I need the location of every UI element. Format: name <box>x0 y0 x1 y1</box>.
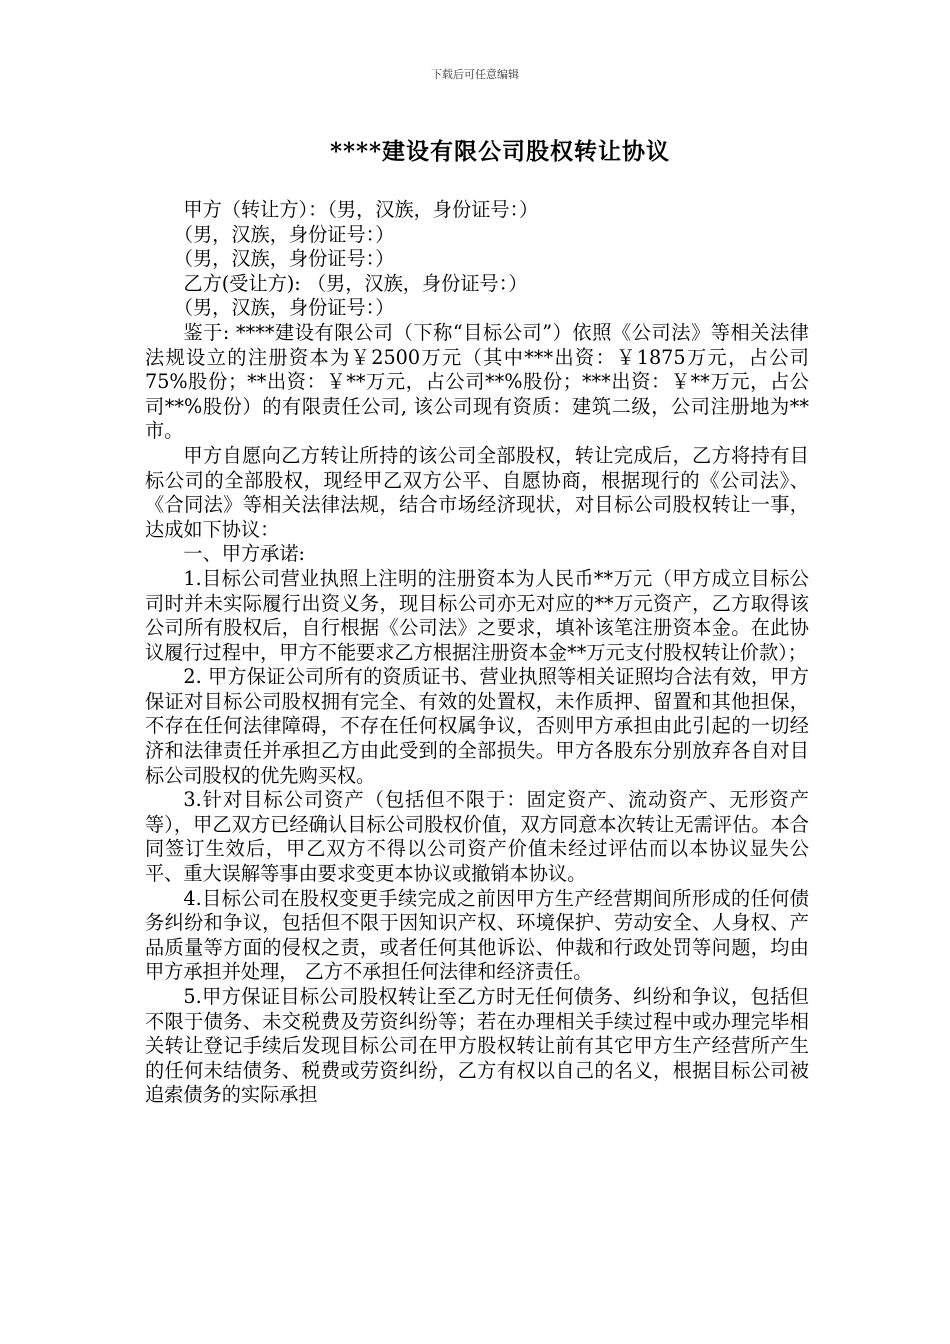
party-b-line: 乙方(受让方): （男，汉族，身份证号：） <box>183 271 528 295</box>
recital-paragraph: 鉴于: ****建设有限公司（下称“目标公司”）依照《公司法》等相关法律法规设立的注册资本为￥2500万元（其中***出资：￥1875万元，占公司75%股份；**出资：￥**万元，占公司**%股份；***出资：￥**万元，占公司**%股份）的有限责任公司, 该公司现有资质：建筑二级，公司注册地为**市。 <box>145 320 809 443</box>
intent-paragraph: 甲方自愿向乙方转让所持的该公司全部股权，转让完成后，乙方将持有目标公司的全部股权，现经甲乙双方公平、自愿协商，根据现行的《公司法》、《合同法》等相关法律法规，结合市场经济现状，对目标公司股权转让一事，达成如下协议： <box>145 443 809 541</box>
party-a-member-line: （男，汉族，身份证号：） <box>173 247 395 271</box>
clause-paragraph: 4.目标公司在股权变更手续完成之前因甲方生产经营期间所形成的任何债务纠纷和争议，包括但不限于因知识产权、环境保护、劳动安全、人身权、产品质量等方面的侵权之责，或者任何其他诉讼、仲裁和行政处罚等问题，均由甲方承担并处理， 乙方不承担任何法律和经济责任。 <box>145 886 809 984</box>
clause-paragraph: 5.甲方保证目标公司股权转让至乙方时无任何债务、纠纷和争议，包括但不限于债务、未交税费及劳资纠纷等；若在办理相关手续过程中或办理完毕相关转让登记手续后发现目标公司在甲方股权转让前有其它甲方生产经营所产生的任何未结债务、税费或劳资纠纷，乙方有权以自己的名义，根据目标公司被追索债务的实际承担 <box>145 985 809 1107</box>
page-header-note: 下载后可任意编辑 <box>431 68 519 81</box>
clause-paragraph: 1.目标公司营业执照上注明的注册资本为人民币**万元（甲方成立目标公司时并未实际履行出资义务，现目标公司亦无对应的**万元资产，乙方取得该公司所有股权后，自行根据《公司法》之要求，填补该笔注册资本金。在此协议履行过程中，甲方不能要求乙方根据注册资本金**万元支付股权转让价款）； <box>145 566 809 664</box>
document-title: ****建设有限公司股权转让协议 <box>329 138 671 165</box>
party-a-line: 甲方（转让方）：（男，汉族，身份证号：） <box>183 198 539 221</box>
document-body <box>145 198 809 1108</box>
party-a-member-line: （男，汉族，身份证号：） <box>173 222 395 246</box>
clause-paragraph: 3.针对目标公司资产（包括但不限于：固定资产、流动资产、无形资产等），甲乙双方已经确认目标公司股权价值，双方同意本次转让无需评估。本合同签订生效后，甲乙双方不得以公司资产价值未经过评估而以本协议显失公平、重大误解等事由要求变更本协议或撤销本协议。 <box>145 788 809 886</box>
clause-paragraph: 2. 甲方保证公司所有的资质证书、营业执照等相关证照均合法有效，甲方保证对目标公司股权拥有完全、有效的处置权，未作质押、留置和其他担保，不存在任何法律障碍，不存在任何权属争议，否则甲方承担由此引起的一切经济和法律责任并承担乙方由此受到的全部损失。甲方各股东分别放弃各自对目标公司股权的优先购买权。 <box>145 665 809 787</box>
party-b-member-line: （男，汉族，身份证号：） <box>173 296 395 320</box>
section-heading: 一、甲方承诺: <box>183 542 305 566</box>
